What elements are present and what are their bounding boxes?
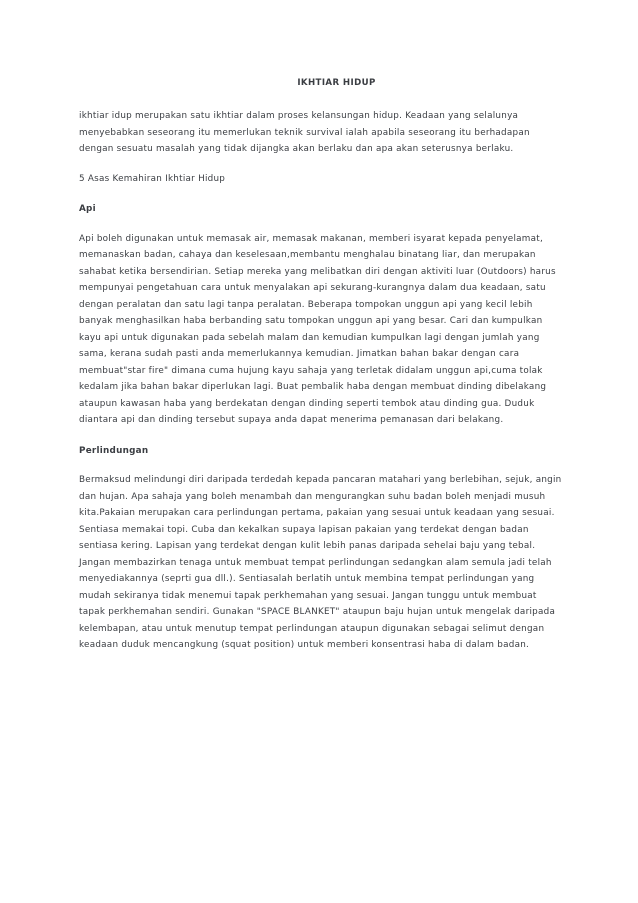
section-perlindungan [79, 443, 564, 654]
section-body-api: Api boleh digunakan untuk memasak air, memasak makanan, memberi isyarat kepada penyelamat, memanaskan badan, cahaya dan keselesaan,membantu menghalau binatang liar, dan merupakan sahabat ketika bersendirian. Setiap mereka yang melibatkan diri dengan aktiviti luar (Outdoors) harus mempunyai pengetahuan cara untuk menyalakan api sekurang-kurangnya dalam dua keadaan, satu dengan peralatan dan satu lagi tanpa peralatan. Beberapa tompokan unggun api yang kecil lebih banyak menghasilkan haba berbanding satu tompokan unggun api yang besar. Cari dan kumpulkan kayu api untuk digunakan pada sebelah malam dan kemudian kumpulkan lagi dengan jumlah yang sama, kerana sudah pasti anda memerlukannya kemudian. Jimatkan bahan bakar dengan cara membuat"star fire" dimana cuma hujung kayu sahaja yang terletak didalam unggun api,cuma tolak kedalam jika bahan bakar diperlukan lagi. Buat pembalik haba dengan membuat dinding dibelakang ataupun kawasan haba yang berdekatan dengan dinding seperti tembok atau dinding gua. Duduk diantara api dan dinding tersebut supaya anda dapat menerima pemanasan dari belakang. [79, 233, 556, 425]
section-body-perlindungan: Bermaksud melindungi diri daripada terdedah kepada pancaran matahari yang berlebihan, sejuk, angin dan hujan. Apa sahaja yang boleh menambah dan mengurangkan suhu badan boleh menjadi musuh kita.Pakaian merupakan cara perlindungan pertama, pakaian yang sesuai untuk keadaan yang sesuai. Sentiasa memakai topi. Cuba dan kekalkan supaya lapisan pakaian yang terdekat dengan badan sentiasa kering. Lapisan yang terdekat dengan kulit lebih panas daripada sehelai baju yang tebal. Jangan membazirkan tenaga untuk membuat tempat perlindungan sedangkan alam semula jadi telah menyediakannya (seprti gua dll.). Sentiasalah berlatih untuk membina tempat perlindungan yang mudah sekiranya tidak menemui tapak perkhemahan yang sesuai. Jangan tunggu untuk membuat tapak perkhemahan sendiri. Gunakan "SPACE BLANKET" ataupun baju hujan untuk mengelak daripada kelembapan, atau untuk menutup tempat perlindungan ataupun digunakan sebagai selimut dengan keadaan duduk mencangkung (squat position) untuk memberi konsentrasi haba di dalam badan. [79, 475, 562, 650]
intro-paragraph: ikhtiar idup merupakan satu ikhtiar dalam proses kelansungan hidup. Keadaan yang selalunya menyebabkan seseorang itu memerlukan teknik survival ialah apabila seseorang itu berhadapan dengan sesuatu masalah yang tidak dijangka akan berlaku dan apa akan seterusnya berlaku. [79, 111, 530, 154]
subheading: 5 Asas Kemahiran Ikhtiar Hidup [79, 173, 226, 184]
document-title: IKHTIAR HIDUP [297, 78, 376, 88]
section-heading-api: Api [79, 204, 96, 214]
section-heading-perlindungan: Perlindungan [79, 445, 149, 456]
document-page [79, 78, 564, 668]
section-api [79, 201, 564, 429]
